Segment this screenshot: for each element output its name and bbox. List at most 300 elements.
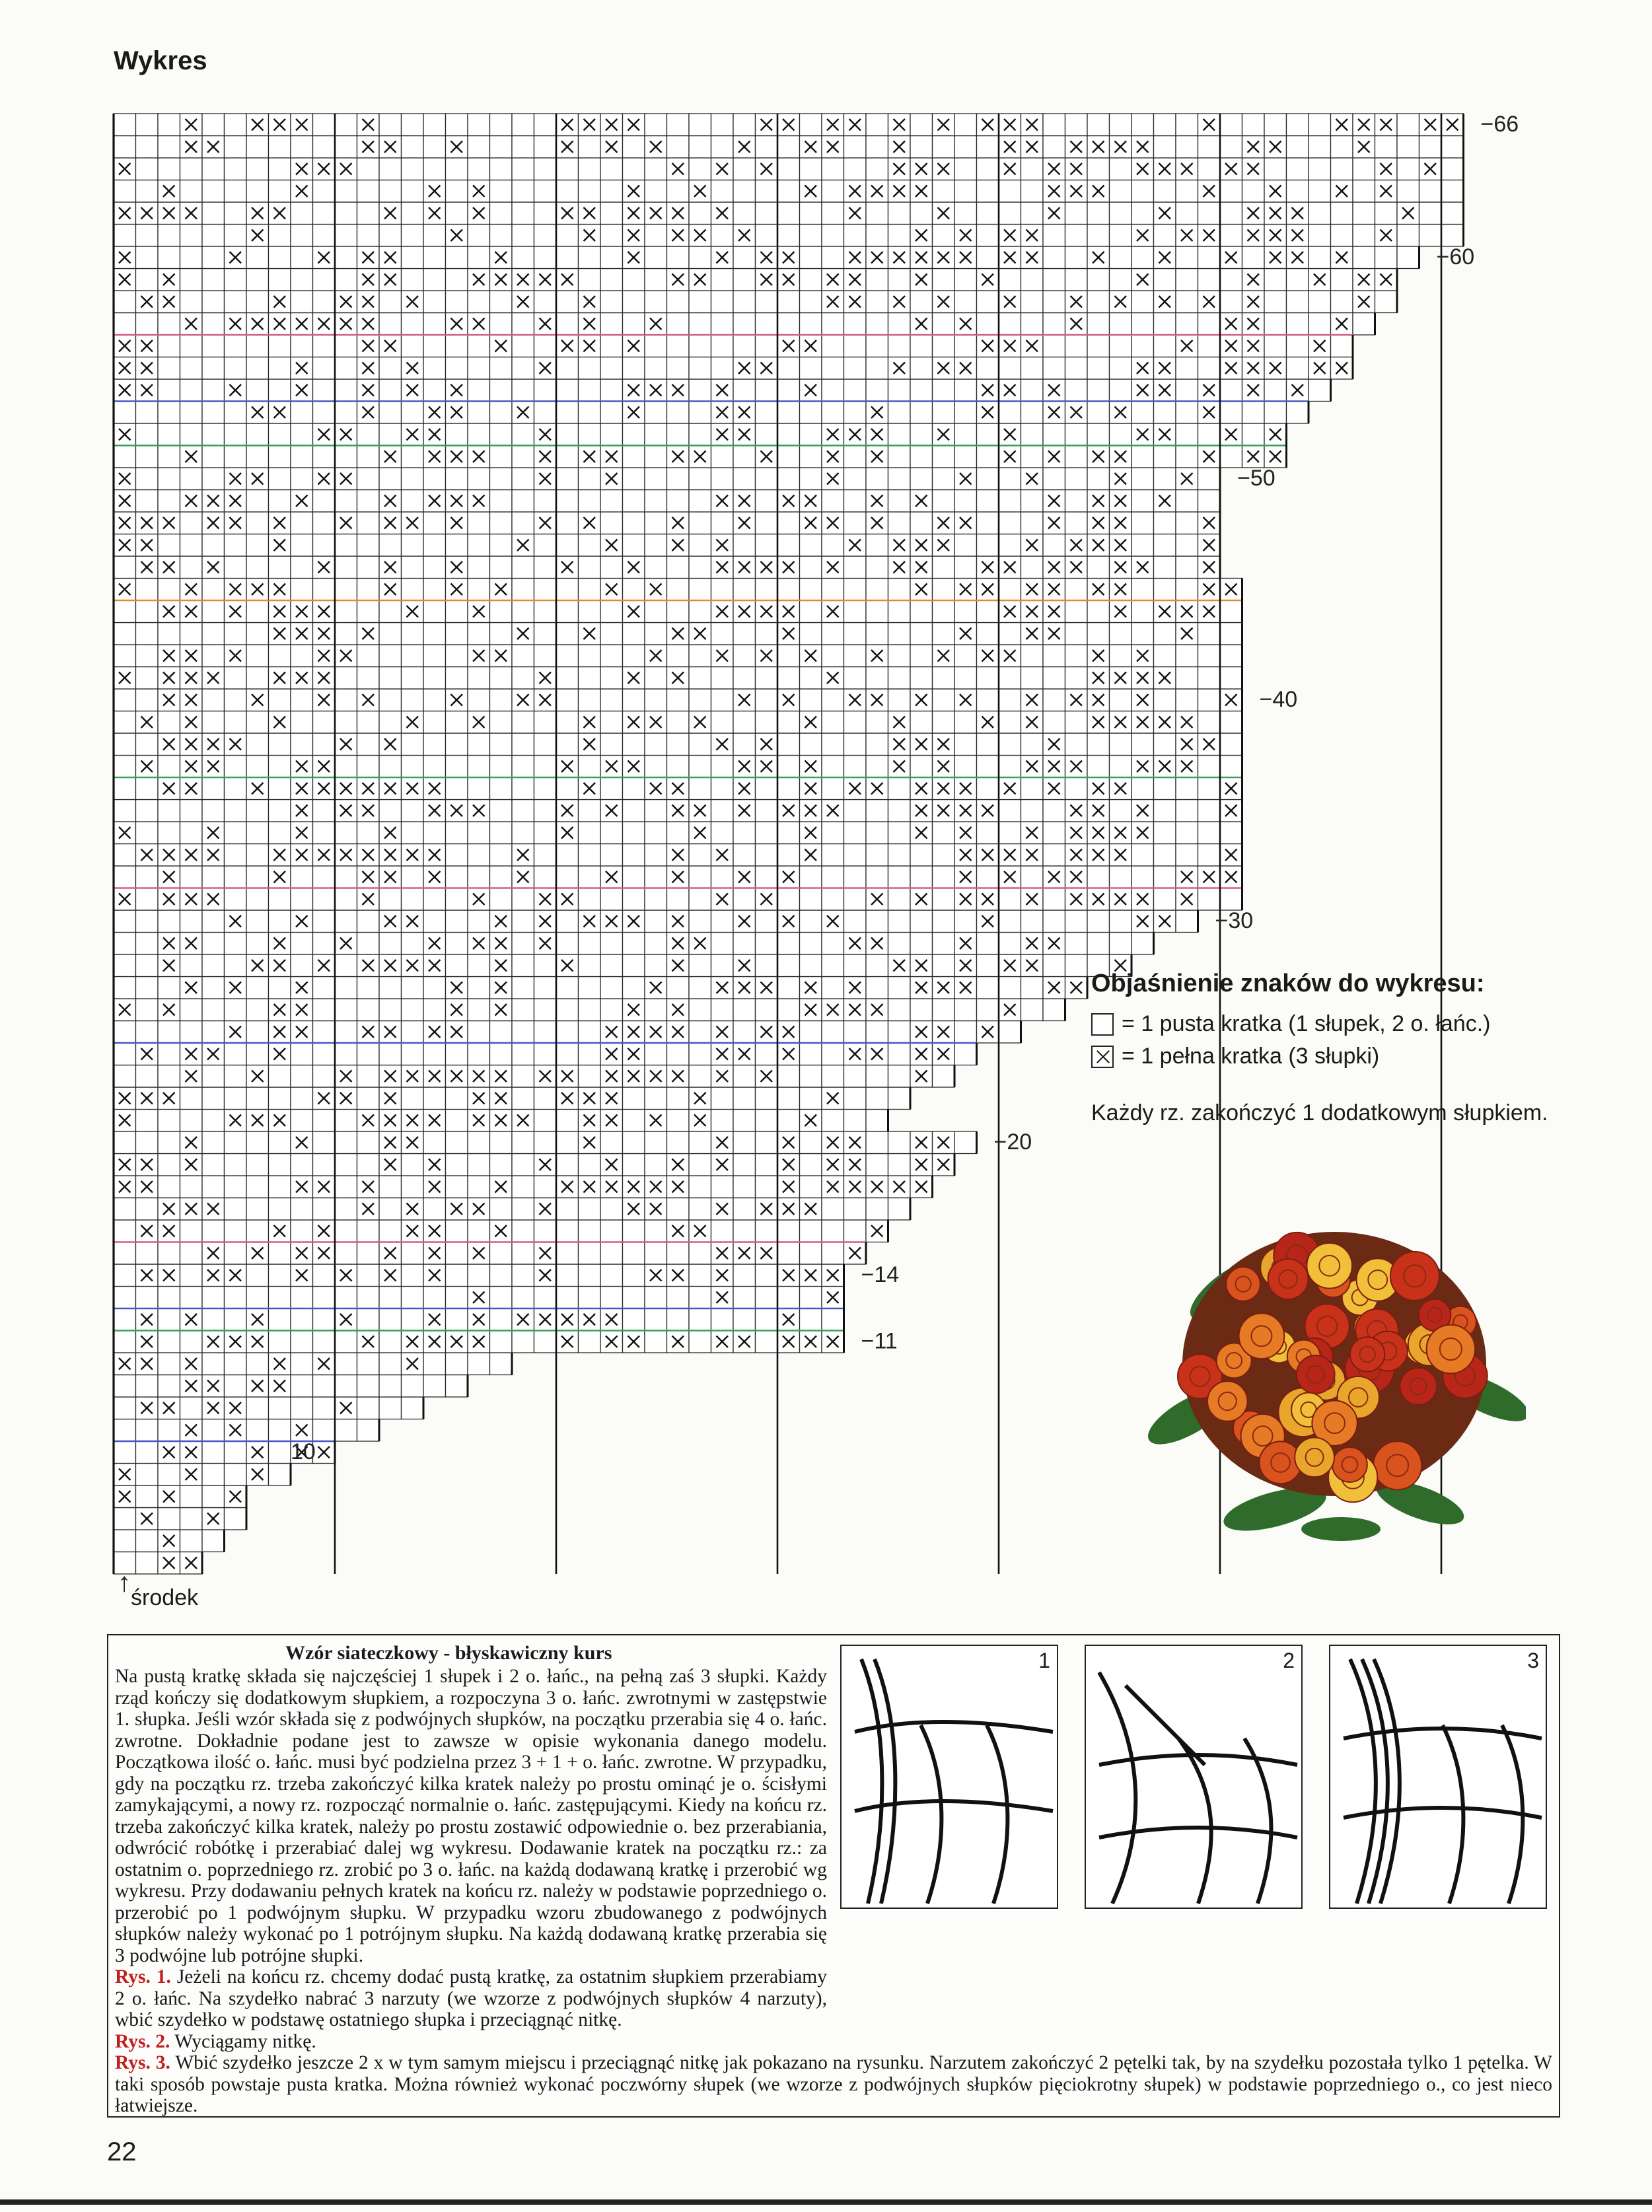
- chart-cell: [512, 246, 534, 269]
- chart-cell: [202, 999, 225, 1021]
- chart-cell: [1065, 623, 1088, 645]
- chart-cell: [645, 910, 667, 933]
- chart-cell: [468, 844, 490, 867]
- chart-cell: [556, 711, 579, 734]
- chart-cell: [225, 667, 247, 690]
- chart-cell: [357, 1154, 380, 1176]
- chart-cell: [423, 1198, 446, 1221]
- chart-cell: [158, 910, 180, 933]
- chart-cell: [490, 556, 513, 579]
- chart-cell: [579, 579, 601, 601]
- chart-cell: [1110, 866, 1132, 888]
- chart-row: [114, 1508, 246, 1530]
- chart-cell: [402, 225, 424, 247]
- chart-cell: [225, 1198, 247, 1221]
- chart-cell: [225, 1176, 247, 1198]
- chart-cell: [623, 446, 645, 468]
- chart-cell: [202, 423, 225, 446]
- chart-cell: [534, 822, 557, 844]
- chart-cell: [1110, 423, 1132, 446]
- chart-cell: [246, 246, 269, 269]
- chart-cell: [1043, 534, 1065, 557]
- chart-cell: [623, 313, 645, 336]
- chart-cell: [335, 579, 357, 601]
- rose-blossom: [1427, 1325, 1476, 1374]
- chart-cell: [667, 313, 690, 336]
- chart-cell: [733, 158, 756, 180]
- chart-cell: [910, 999, 933, 1021]
- chart-cell: [711, 225, 734, 247]
- chart-cell: [556, 423, 579, 446]
- chart-cell: [1441, 225, 1464, 247]
- chart-cell: [313, 1264, 336, 1287]
- chart-cell: [335, 600, 357, 623]
- chart-cell: [379, 645, 402, 667]
- chart-cell: [645, 291, 667, 313]
- chart-cell: [977, 423, 999, 446]
- chart-cell: [711, 711, 734, 734]
- chart-cell: [335, 999, 357, 1021]
- chart-cell: [600, 269, 623, 291]
- chart-cell: [379, 933, 402, 955]
- chart-cell: [844, 910, 867, 933]
- chart-cell: [756, 1110, 778, 1132]
- chart-cell: [423, 313, 446, 336]
- chart-cell: [512, 1176, 534, 1198]
- chart-cell: [202, 600, 225, 623]
- chart-cell: [512, 225, 534, 247]
- chart-cell: [335, 1419, 357, 1442]
- chart-cell: [1154, 888, 1176, 911]
- chart-cell: [1242, 423, 1265, 446]
- chart-cell: [379, 1397, 402, 1419]
- chart-cell: [335, 1176, 357, 1198]
- chart-cell: [335, 225, 357, 247]
- chart-cell: [446, 158, 468, 180]
- chart-cell: [1154, 313, 1176, 336]
- chart-cell: [866, 114, 888, 136]
- chart-cell: [711, 114, 734, 136]
- chart-cell: [556, 512, 579, 534]
- chart-cell: [866, 291, 888, 313]
- chart-cell: [667, 733, 690, 756]
- chart-cell: [180, 866, 203, 888]
- chart-cell: [446, 1264, 468, 1287]
- chart-cell: [645, 423, 667, 446]
- chart-cell: [667, 977, 690, 999]
- chart-cell: [335, 357, 357, 380]
- chart-cell: [202, 689, 225, 711]
- chart-cell: [468, 1176, 490, 1198]
- chart-cell: [645, 402, 667, 424]
- chart-cell: [711, 822, 734, 844]
- chart-cell: [446, 180, 468, 203]
- chart-cell: [667, 1198, 690, 1221]
- chart-cell: [645, 1154, 667, 1176]
- chart-cell: [402, 556, 424, 579]
- chart-cell: [225, 888, 247, 911]
- chart-cell: [600, 313, 623, 336]
- chart-row: [114, 1419, 379, 1442]
- chart-cell: [1065, 357, 1088, 380]
- chart-cell: [423, 225, 446, 247]
- chart-cell: [600, 1287, 623, 1309]
- chart-cell: [313, 335, 336, 357]
- chart-cell: [844, 954, 867, 977]
- chart-cell: [711, 800, 734, 822]
- chart-cell: [1131, 202, 1154, 225]
- chart-cell: [954, 645, 977, 667]
- chart-cell: [246, 534, 269, 557]
- chart-cell: [733, 1308, 756, 1331]
- chart-cell: [1087, 269, 1110, 291]
- chart-cell: [888, 844, 911, 867]
- chart-cell: [1110, 202, 1132, 225]
- chart-cell: [534, 556, 557, 579]
- chart-cell: [822, 490, 844, 513]
- chart-cell: [114, 556, 136, 579]
- chart-cell: [1441, 136, 1464, 159]
- chart-cell: [711, 910, 734, 933]
- chart-cell: [1065, 512, 1088, 534]
- chart-cell: [291, 202, 313, 225]
- chart-cell: [933, 933, 955, 955]
- chart-cell: [756, 490, 778, 513]
- chart-cell: [888, 1087, 911, 1110]
- chart-cell: [1021, 512, 1044, 534]
- chart-cell: [888, 800, 911, 822]
- chart-cell: [446, 1287, 468, 1309]
- chart-cell: [246, 556, 269, 579]
- chart-cell: [1110, 379, 1132, 402]
- chart-cell: [1087, 357, 1110, 380]
- chart-cell: [269, 136, 291, 159]
- chart-cell: [756, 512, 778, 534]
- chart-cell: [246, 1264, 269, 1287]
- chart-cell: [313, 512, 336, 534]
- chart-cell: [1131, 291, 1154, 313]
- chart-cell: [379, 888, 402, 911]
- chart-cell: [689, 291, 711, 313]
- chart-cell: [490, 822, 513, 844]
- chart-cell: [402, 999, 424, 1021]
- chart-cell: [402, 202, 424, 225]
- row-label: −40: [1259, 686, 1298, 712]
- chart-cell: [844, 225, 867, 247]
- chart-cell: [999, 468, 1021, 490]
- chart-cell: [600, 490, 623, 513]
- chart-cell: [822, 180, 844, 203]
- chart-cell: [335, 888, 357, 911]
- chart-cell: [446, 357, 468, 380]
- chart-cell: [246, 512, 269, 534]
- chart-cell: [1419, 202, 1442, 225]
- chart-cell: [114, 1419, 136, 1442]
- chart-cell: [512, 733, 534, 756]
- chart-cell: [556, 999, 579, 1021]
- figure-3-number: 3: [1527, 1649, 1539, 1672]
- chart-cell: [269, 756, 291, 778]
- chart-cell: [512, 777, 534, 800]
- chart-cell: [1043, 313, 1065, 336]
- chart-cell: [1353, 202, 1375, 225]
- chart-cell: [667, 645, 690, 667]
- chart-cell: [202, 1176, 225, 1198]
- chart-cell: [313, 910, 336, 933]
- chart-cell: [556, 1021, 579, 1044]
- chart-cell: [291, 579, 313, 601]
- chart-cell: [800, 1131, 822, 1154]
- chart-cell: [600, 202, 623, 225]
- chart-cell: [468, 579, 490, 601]
- rys2-label: Rys. 2.: [115, 2030, 170, 2052]
- chart-cell: [1176, 490, 1198, 513]
- chart-cell: [534, 999, 557, 1021]
- chart-cell: [1198, 490, 1221, 513]
- chart-cell: [114, 954, 136, 977]
- chart-cell: [954, 1131, 977, 1154]
- chart-cell: [866, 733, 888, 756]
- chart-cell: [888, 579, 911, 601]
- chart-cell: [202, 623, 225, 645]
- chart-cell: [623, 800, 645, 822]
- chart-cell: [910, 202, 933, 225]
- rose-blossom: [1226, 1267, 1260, 1301]
- chart-cell: [556, 777, 579, 800]
- chart-cell: [689, 1176, 711, 1198]
- chart-cell: [114, 1264, 136, 1287]
- chart-cell: [777, 711, 800, 734]
- chart-cell: [600, 888, 623, 911]
- chart-cell: [423, 556, 446, 579]
- chart-cell: [180, 423, 203, 446]
- chart-cell: [158, 1308, 180, 1331]
- rose-blossom: [1268, 1259, 1309, 1299]
- chart-cell: [954, 910, 977, 933]
- chart-cell: [977, 999, 999, 1021]
- chart-cell: [933, 136, 955, 159]
- chart-cell: [423, 733, 446, 756]
- chart-cell: [579, 954, 601, 977]
- chart-cell: [136, 800, 159, 822]
- chart-cell: [446, 423, 468, 446]
- chart-cell: [866, 136, 888, 159]
- chart-cell: [866, 1198, 888, 1221]
- chart-cell: [534, 180, 557, 203]
- chart-cell: [202, 202, 225, 225]
- chart-cell: [1154, 623, 1176, 645]
- chart-cell: [844, 711, 867, 734]
- chart-cell: [512, 556, 534, 579]
- chart-cell: [645, 689, 667, 711]
- chart-cell: [600, 512, 623, 534]
- chart-cell: [1110, 246, 1132, 269]
- chart-cell: [335, 1131, 357, 1154]
- chart-cell: [114, 600, 136, 623]
- chart-cell: [490, 1131, 513, 1154]
- chart-cell: [313, 534, 336, 557]
- chart-cell: [180, 910, 203, 933]
- chart-cell: [888, 866, 911, 888]
- chart-cell: [777, 756, 800, 778]
- chart-cell: [556, 579, 579, 601]
- chart-cell: [246, 1131, 269, 1154]
- chart-cell: [379, 225, 402, 247]
- chart-cell: [954, 667, 977, 690]
- chart-cell: [600, 556, 623, 579]
- chart-row: [114, 756, 1242, 778]
- chart-cell: [490, 1242, 513, 1265]
- chart-cell: [667, 246, 690, 269]
- course-heading: Wzór siateczkowy - błyskawiczny kurs: [285, 1642, 612, 1664]
- chart-cell: [291, 446, 313, 468]
- chart-cell: [446, 1308, 468, 1331]
- chart-cell: [999, 313, 1021, 336]
- chart-cell: [689, 1021, 711, 1044]
- chart-cell: [136, 269, 159, 291]
- chart-cell: [667, 1043, 690, 1065]
- chart-cell: [600, 246, 623, 269]
- chart-cell: [534, 534, 557, 557]
- chart-cell: [1021, 402, 1044, 424]
- chart-cell: [844, 600, 867, 623]
- chart-cell: [180, 1176, 203, 1198]
- chart-cell: [1264, 291, 1287, 313]
- chart-cell: [225, 114, 247, 136]
- chart-cell: [446, 1131, 468, 1154]
- chart-cell: [1131, 490, 1154, 513]
- chart-cell: [777, 357, 800, 380]
- chart-cell: [711, 512, 734, 534]
- chart-cell: [269, 1242, 291, 1265]
- chart-cell: [645, 1131, 667, 1154]
- chart-cell: [534, 645, 557, 667]
- chart-cell: [379, 313, 402, 336]
- chart-cell: [468, 999, 490, 1021]
- chart-cell: [114, 1131, 136, 1154]
- chart-cell: [512, 1154, 534, 1176]
- chart-cell: [600, 1264, 623, 1287]
- chart-cell: [269, 822, 291, 844]
- chart-cell: [158, 1021, 180, 1044]
- chart-cell: [1043, 800, 1065, 822]
- chart-cell: [402, 888, 424, 911]
- chart-cell: [202, 933, 225, 955]
- chart-cell: [667, 402, 690, 424]
- chart-cell: [1021, 202, 1044, 225]
- course-box: [107, 1634, 1560, 2118]
- chart-cell: [136, 1287, 159, 1309]
- chart-cell: [335, 180, 357, 203]
- chart-cell: [202, 357, 225, 380]
- chart-cell: [291, 1198, 313, 1221]
- chart-cell: [225, 623, 247, 645]
- chart-cell: [689, 556, 711, 579]
- chart-cell: [468, 246, 490, 269]
- chart-cell: [689, 579, 711, 601]
- chart-cell: [800, 888, 822, 911]
- chart-cell: [335, 711, 357, 734]
- chart-cell: [114, 1397, 136, 1419]
- chart-cell: [446, 954, 468, 977]
- chart-cell: [1087, 379, 1110, 402]
- chart-cell: [1131, 579, 1154, 601]
- chart-cell: [1441, 180, 1464, 203]
- chart-cell: [733, 114, 756, 136]
- chart-cell: [756, 202, 778, 225]
- chart-cell: [180, 291, 203, 313]
- chart-cell: [689, 667, 711, 690]
- chart-cell: [1065, 225, 1088, 247]
- chart-cell: [534, 114, 557, 136]
- chart-cell: [136, 1441, 159, 1464]
- chart-cell: [379, 357, 402, 380]
- chart-cell: [246, 291, 269, 313]
- chart-cell: [623, 689, 645, 711]
- chart-cell: [954, 114, 977, 136]
- chart-cell: [225, 1131, 247, 1154]
- chart-cell: [269, 689, 291, 711]
- chart-cell: [977, 136, 999, 159]
- chart-cell: [1375, 202, 1398, 225]
- chart-cell: [490, 1198, 513, 1221]
- chart-cell: [733, 246, 756, 269]
- chart-cell: [777, 291, 800, 313]
- chart-row: [114, 977, 1087, 999]
- chart-cell: [246, 1198, 269, 1221]
- chart-cell: [623, 954, 645, 977]
- chart-cell: [136, 1419, 159, 1442]
- chart-cell: [1110, 689, 1132, 711]
- chart-cell: [999, 202, 1021, 225]
- chart-cell: [1087, 225, 1110, 247]
- chart-cell: [291, 1065, 313, 1088]
- chart-cell: [269, 1176, 291, 1198]
- chart-cell: [1331, 225, 1353, 247]
- chart-cell: [379, 423, 402, 446]
- chart-cell: [579, 888, 601, 911]
- chart-cell: [711, 933, 734, 955]
- chart-cell: [423, 291, 446, 313]
- chart-cell: [402, 733, 424, 756]
- chart-cell: [379, 711, 402, 734]
- chart-cell: [999, 1021, 1021, 1044]
- chart-cell: [402, 977, 424, 999]
- chart-cell: [158, 1242, 180, 1265]
- chart-cell: [667, 136, 690, 159]
- chart-cell: [888, 910, 911, 933]
- chart-cell: [933, 225, 955, 247]
- chart-cell: [357, 512, 380, 534]
- chart-cell: [246, 1220, 269, 1242]
- chart-cell: [490, 1331, 513, 1353]
- chart-cell: [733, 202, 756, 225]
- chart-cell: [822, 888, 844, 911]
- center-label: środek: [131, 1585, 199, 1610]
- chart-cell: [623, 136, 645, 159]
- chart-cell: [1131, 335, 1154, 357]
- chart-cell: [999, 490, 1021, 513]
- chart-cell: [711, 180, 734, 203]
- chart-cell: [711, 291, 734, 313]
- chart-cell: [1131, 180, 1154, 203]
- chart-cell: [977, 733, 999, 756]
- chart-cell: [600, 733, 623, 756]
- chart-cell: [888, 645, 911, 667]
- chart-cell: [225, 202, 247, 225]
- chart-cell: [291, 269, 313, 291]
- chart-cell: [910, 379, 933, 402]
